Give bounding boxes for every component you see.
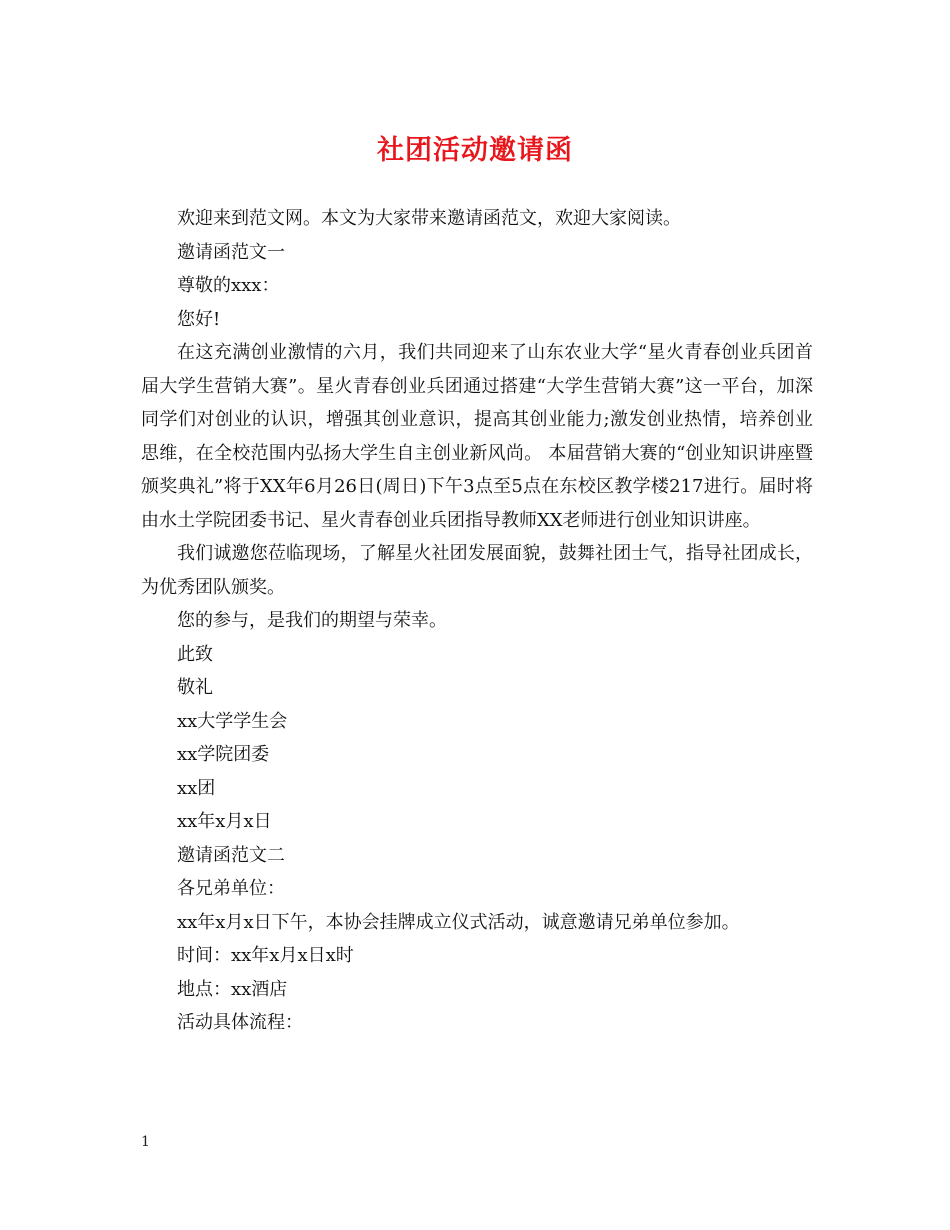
paragraph-salutation: 尊敬的xxx： [177,275,280,296]
paragraph-agenda-heading: 活动具体流程： [177,1012,303,1033]
paragraph-signer-student-union: xx大学学生会 [177,710,288,732]
paragraph-signer-league-committee: xx学院团委 [177,744,270,765]
paragraph-sample-one-heading: 邀请函范文一 [177,241,285,263]
page-number: 1 [141,1134,150,1150]
paragraph-signer-group: xx团 [177,777,216,799]
paragraph-sample-two-heading: 邀请函范文二 [177,844,285,866]
paragraph-location: 地点：xx酒店 [177,978,288,1000]
paragraph-cizhi: 此致 [177,643,213,665]
paragraph-jingli: 敬礼 [177,677,213,698]
paragraph-invitation: 我们诚邀您莅临现场，了解星火社团发展面貌，鼓舞社团士气，指导社团成长，为优秀团队颁奖。 [141,543,813,598]
paragraph-recipients: 各兄弟单位： [177,878,285,899]
document-body [141,202,813,1040]
paragraph-time: 时间：xx年x月x日x时 [177,945,354,966]
paragraph-announcement: xx年x月x日下午，本协会挂牌成立仪式活动，诚意邀请兄弟单位参加。 [177,911,740,933]
paragraph-closing-wish: 您的参与，是我们的期望与荣幸。 [177,610,447,631]
paragraph-greeting: 您好! [177,308,221,330]
paragraph-event-description: 在这充满创业激情的六月，我们共同迎来了山东农业大学“星火青春创业兵团首届大学生营销大赛”。星火青春创业兵团通过搭建“大学生营销大赛”这一平台，加深同学们对创业的认识，增强其创业意识，提高其创业能力;激发创业热情，培养创业思维，在全校范围内弘扬大学生自主创业新风尚。 本届营销大赛的“创业知识讲座暨颁奖典礼”将于XX年6月26日(周日)下午3点至5点在东校区教学楼217进行。届时将由水土学院团委书记、星火青春创业兵团指导教师XX老师进行创业知识讲座。 [141,342,813,531]
paragraph-date: xx年x月x日 [177,811,272,832]
paragraph-intro: 欢迎来到范文网。本文为大家带来邀请函范文，欢迎大家阅读。 [177,208,681,229]
document-title: 社团活动邀请函 [377,135,573,166]
